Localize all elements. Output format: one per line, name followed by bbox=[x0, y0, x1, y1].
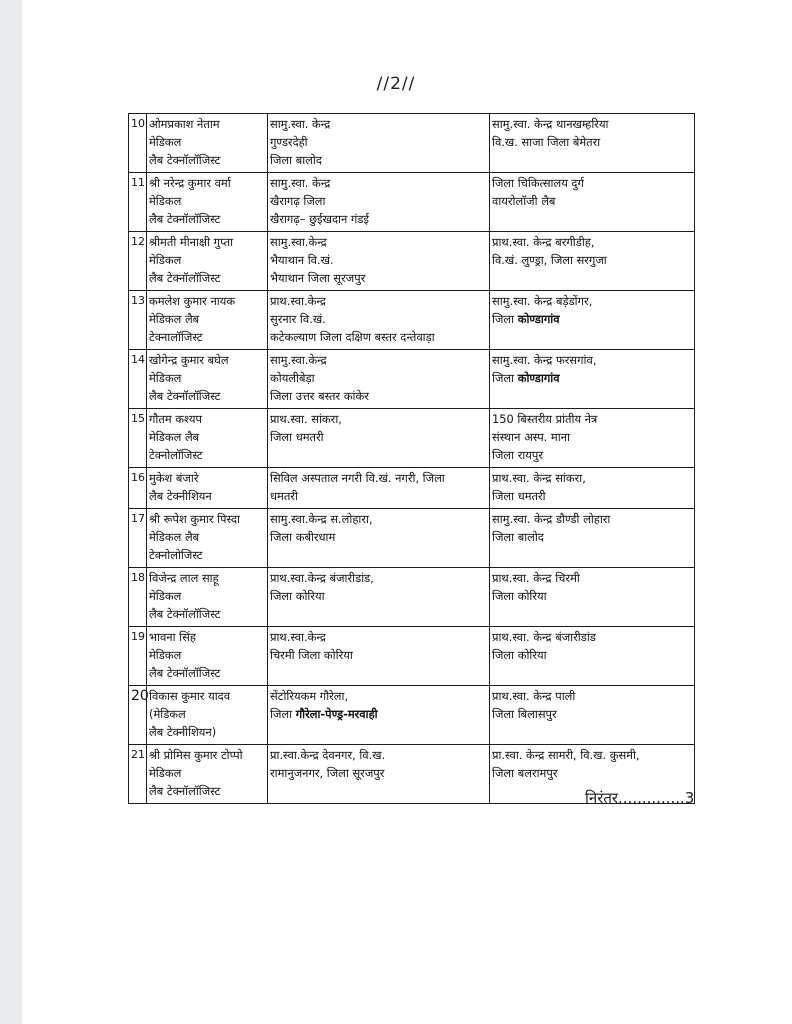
table-row bbox=[129, 173, 695, 232]
cell-text: विकास कुमार यादव bbox=[149, 689, 231, 703]
cell-line bbox=[149, 369, 265, 387]
current-posting-cell bbox=[268, 745, 490, 804]
cell-line bbox=[149, 687, 265, 705]
serial-number-cell: 21 bbox=[129, 745, 147, 804]
table-row bbox=[129, 232, 695, 291]
table-row bbox=[129, 291, 695, 350]
cell-text: सामु.स्वा. केन्द्र थानखम्हरिया bbox=[492, 117, 609, 131]
cell-text: जिला bbox=[492, 312, 518, 326]
cell-text: मेडिकल bbox=[149, 194, 182, 208]
cell-text: विजेन्द्र लाल साहू bbox=[149, 571, 219, 585]
employee-name-cell bbox=[147, 114, 268, 173]
cell-text: जिला चिकित्सालय दुर्ग bbox=[492, 176, 584, 190]
cell-text: मेडिकल bbox=[149, 371, 182, 385]
district-name-bold: गौरेला-पेण्ड्र-मरवाही bbox=[295, 707, 378, 721]
table-row bbox=[129, 686, 695, 745]
table-row bbox=[129, 409, 695, 468]
cell-text: लैब टेक्नॉलॉजिस्ट bbox=[149, 784, 221, 798]
cell-text: खैरागढ़– छुईखदान गंडई bbox=[270, 212, 370, 226]
serial-number-cell: 19 bbox=[129, 627, 147, 686]
cell-text: वायरोलॉजी लैब bbox=[492, 194, 556, 208]
cell-text: लैब टेक्नॉलॉजिस्ट bbox=[149, 607, 221, 621]
cell-line bbox=[270, 233, 487, 251]
current-posting-cell bbox=[268, 232, 490, 291]
cell-text: प्रा.स्वा.केन्द्र देवनगर, वि.ख. bbox=[270, 748, 386, 762]
cell-text: लैब टेक्नॉलॉजिस्ट bbox=[149, 666, 221, 680]
cell-text: सामु.स्वा. केन्द्र bbox=[270, 176, 331, 190]
cell-text: प्रा.स्वा. केन्द्र सामरी, वि.ख. कुसमी, bbox=[492, 748, 640, 762]
cell-line bbox=[492, 687, 692, 705]
cell-text: कटेकल्याण जिला दक्षिण बस्तर दन्तेवाड़ा bbox=[270, 330, 435, 344]
cell-line bbox=[149, 446, 265, 464]
current-posting-cell bbox=[268, 114, 490, 173]
employee-name-cell bbox=[147, 568, 268, 627]
cell-line bbox=[270, 764, 487, 782]
cell-text: जिला कोरिया bbox=[492, 648, 547, 662]
cell-text: वि.खं. लुण्ड्रा, जिला सरगुजा bbox=[492, 253, 607, 267]
cell-line bbox=[270, 746, 487, 764]
cell-text: चिरमी जिला कोरिया bbox=[270, 648, 353, 662]
cell-text: टेक्नोलॉजिस्ट bbox=[149, 448, 203, 462]
cell-line bbox=[270, 687, 487, 705]
cell-line bbox=[149, 510, 265, 528]
cell-text: मेडिकल लैब bbox=[149, 430, 200, 444]
cell-line bbox=[149, 351, 265, 369]
cell-line bbox=[492, 528, 692, 546]
cell-line bbox=[149, 151, 265, 169]
cell-line bbox=[492, 705, 692, 723]
employee-name-cell bbox=[147, 468, 268, 509]
page-number: //2// bbox=[376, 74, 416, 94]
cell-text: टेक्नोलोजिस्ट bbox=[149, 548, 203, 562]
current-posting-cell bbox=[268, 291, 490, 350]
employee-name-cell bbox=[147, 173, 268, 232]
cell-line bbox=[270, 510, 487, 528]
serial-number-cell: 11 bbox=[129, 173, 147, 232]
cell-line bbox=[149, 605, 265, 623]
cell-text: मेडिकल लैब bbox=[149, 530, 200, 544]
table-row bbox=[129, 627, 695, 686]
cell-line bbox=[492, 233, 692, 251]
cell-line bbox=[149, 233, 265, 251]
new-posting-cell bbox=[490, 173, 695, 232]
employee-name-cell bbox=[147, 745, 268, 804]
cell-line bbox=[149, 115, 265, 133]
current-posting-cell bbox=[268, 509, 490, 568]
cell-line bbox=[270, 646, 487, 664]
cell-line bbox=[270, 387, 487, 405]
employee-name-cell bbox=[147, 291, 268, 350]
current-posting-cell bbox=[268, 686, 490, 745]
cell-line bbox=[270, 487, 487, 505]
cell-text: प्राथ.स्वा. केन्द्र बरगीडीह, bbox=[492, 235, 595, 249]
cell-text: सामु.स्वा.केन्द्र bbox=[270, 235, 327, 249]
cell-line bbox=[270, 469, 487, 487]
cell-text: सामु.स्वा.केन्द्र bbox=[270, 353, 327, 367]
cell-text: जिला बालोद bbox=[492, 530, 544, 544]
cell-line bbox=[270, 528, 487, 546]
cell-text: मेडिकल bbox=[149, 253, 182, 267]
new-posting-cell bbox=[490, 468, 695, 509]
cell-line bbox=[149, 528, 265, 546]
cell-line bbox=[270, 192, 487, 210]
cell-text: मेडिकल bbox=[149, 648, 182, 662]
cell-text: 150 बिस्तरीय प्रांतीय नेत्र bbox=[492, 412, 598, 426]
cell-line bbox=[149, 782, 265, 800]
current-posting-cell bbox=[268, 568, 490, 627]
employee-name-cell bbox=[147, 627, 268, 686]
cell-text: खैरागढ़ जिला bbox=[270, 194, 326, 208]
cell-line bbox=[492, 487, 692, 505]
new-posting-cell bbox=[490, 568, 695, 627]
cell-line bbox=[492, 292, 692, 310]
employee-name-cell bbox=[147, 350, 268, 409]
cell-text: प्राथ.स्वा. केन्द्र सांकरा, bbox=[492, 471, 586, 485]
current-posting-cell bbox=[268, 173, 490, 232]
cell-text: मेडिकल bbox=[149, 766, 182, 780]
cell-line bbox=[270, 428, 487, 446]
cell-text: कोयलीबेड़ा bbox=[270, 371, 315, 385]
employee-name-cell bbox=[147, 686, 268, 745]
cell-line bbox=[270, 251, 487, 269]
cell-text: भावना सिंह bbox=[149, 630, 196, 644]
cell-line bbox=[270, 151, 487, 169]
cell-line bbox=[270, 705, 487, 723]
cell-line bbox=[149, 646, 265, 664]
new-posting-cell bbox=[490, 686, 695, 745]
cell-line bbox=[149, 210, 265, 228]
cell-line bbox=[270, 410, 487, 428]
cell-text: मेडिकल bbox=[149, 135, 182, 149]
cell-line bbox=[492, 133, 692, 151]
table-row bbox=[129, 568, 695, 627]
cell-text: प्राथ.स्वा.केन्द्र bbox=[270, 630, 326, 644]
cell-line bbox=[149, 546, 265, 564]
new-posting-cell bbox=[490, 627, 695, 686]
cell-text: लैब टेक्नॉलॉजिस्ट bbox=[149, 389, 221, 403]
cell-line bbox=[492, 192, 692, 210]
cell-line bbox=[149, 487, 265, 505]
cell-line bbox=[149, 469, 265, 487]
cell-line bbox=[149, 587, 265, 605]
serial-number-cell: 12 bbox=[129, 232, 147, 291]
cell-line bbox=[270, 310, 487, 328]
cell-line bbox=[149, 269, 265, 287]
cell-text: लैब टेक्नॉलॉजिस्ट bbox=[149, 212, 221, 226]
cell-text: वि.ख. साजा जिला बेमेतरा bbox=[492, 135, 601, 149]
cell-line bbox=[149, 192, 265, 210]
cell-text: गौतम कश्यप bbox=[149, 412, 202, 426]
cell-line bbox=[270, 328, 487, 346]
cell-text: भैयाथान जिला सूरजपुर bbox=[270, 271, 366, 285]
cell-text: प्राथ.स्वा. केन्द्र चिरमी bbox=[492, 571, 580, 585]
cell-line bbox=[270, 292, 487, 310]
cell-text: मेडिकल bbox=[149, 589, 182, 603]
cell-text: प्राथ.स्वा. केन्द्र बंजारीडांड bbox=[492, 630, 596, 644]
cell-line bbox=[149, 764, 265, 782]
cell-line bbox=[149, 705, 265, 723]
serial-number-cell: 15 bbox=[129, 409, 147, 468]
cell-line bbox=[492, 174, 692, 192]
table-row bbox=[129, 468, 695, 509]
cell-line bbox=[149, 628, 265, 646]
cell-text: लैब टेक्नीशियन) bbox=[149, 725, 217, 739]
cell-line bbox=[492, 410, 692, 428]
cell-line bbox=[149, 410, 265, 428]
cell-line bbox=[270, 369, 487, 387]
cell-text: भैयाथान वि.खं. bbox=[270, 253, 334, 267]
cell-text: प्राथ.स्वा.केन्द्र बंजारीडांड, bbox=[270, 571, 374, 585]
current-posting-cell bbox=[268, 627, 490, 686]
cell-line bbox=[270, 269, 487, 287]
cell-line bbox=[270, 133, 487, 151]
cell-line bbox=[149, 292, 265, 310]
employee-name-cell bbox=[147, 509, 268, 568]
cell-text: टेक्नालॉजिस्ट bbox=[149, 330, 203, 344]
cell-text: लैब टेक्नॉलॉजिस्ट bbox=[149, 153, 221, 167]
cell-text: जिला कोरिया bbox=[270, 589, 325, 603]
district-name-bold: कोण्डागांव bbox=[517, 312, 560, 326]
employee-name-cell bbox=[147, 232, 268, 291]
cell-line bbox=[270, 351, 487, 369]
current-posting-cell bbox=[268, 409, 490, 468]
cell-line bbox=[149, 251, 265, 269]
cell-text: जिला bbox=[270, 707, 296, 721]
new-posting-cell bbox=[490, 291, 695, 350]
cell-text: धमतरी bbox=[270, 489, 298, 503]
cell-line bbox=[492, 746, 692, 764]
cell-text: सामु.स्वा. केन्द्र बड़ेडोंगर, bbox=[492, 294, 593, 308]
table-row bbox=[129, 509, 695, 568]
continued-marker: निरंतर..............3 bbox=[585, 789, 695, 807]
cell-line bbox=[149, 746, 265, 764]
cell-text: प्राथ.स्वा. सांकरा, bbox=[270, 412, 342, 426]
cell-line bbox=[492, 351, 692, 369]
cell-line bbox=[149, 428, 265, 446]
cell-text: जिला बलरामपुर bbox=[492, 766, 558, 780]
cell-text: ओमप्रकाश नेताम bbox=[149, 117, 220, 131]
cell-line bbox=[492, 469, 692, 487]
current-posting-cell bbox=[268, 468, 490, 509]
serial-number-cell: 16 bbox=[129, 468, 147, 509]
cell-text: श्री नरेन्द्र कुमार वर्मा bbox=[149, 176, 231, 190]
serial-number-cell: 13 bbox=[129, 291, 147, 350]
cell-text: मेडिकल लैब bbox=[149, 312, 200, 326]
cell-text: सामु.स्वा.केन्द्र स.लोहारा, bbox=[270, 512, 373, 526]
cell-text: गुण्डरदेही bbox=[270, 135, 308, 149]
cell-line bbox=[270, 115, 487, 133]
current-posting-cell bbox=[268, 350, 490, 409]
cell-text: जिला बिलासपुर bbox=[492, 707, 557, 721]
district-name-bold: कोण्डागांव bbox=[517, 371, 560, 385]
cell-text: कमलेश कुमार नायक bbox=[149, 294, 236, 308]
cell-text: श्री प्रोमिस कुमार टोप्पो bbox=[149, 748, 243, 762]
serial-number-cell: 10 bbox=[129, 114, 147, 173]
cell-text: जिला उत्तर बस्तर कांकेर bbox=[270, 389, 369, 403]
cell-line bbox=[492, 369, 692, 387]
cell-text: लैब टेक्नॉलॉजिस्ट bbox=[149, 271, 221, 285]
cell-line bbox=[492, 115, 692, 133]
cell-text: जिला धमतरी bbox=[270, 430, 324, 444]
cell-text: सामु.स्वा. केन्द्र डौण्डी लोहारा bbox=[492, 512, 611, 526]
cell-text: मुकेश बंजारे bbox=[149, 471, 199, 485]
cell-text: जिला कबीरधाम bbox=[270, 530, 336, 544]
cell-text: सामु.स्वा. केन्द्र bbox=[270, 117, 331, 131]
new-posting-cell bbox=[490, 232, 695, 291]
cell-line bbox=[270, 628, 487, 646]
new-posting-cell bbox=[490, 409, 695, 468]
cell-line bbox=[149, 569, 265, 587]
new-posting-cell bbox=[490, 509, 695, 568]
cell-line bbox=[492, 646, 692, 664]
cell-line bbox=[149, 664, 265, 682]
cell-line bbox=[492, 446, 692, 464]
cell-line bbox=[270, 210, 487, 228]
table-row bbox=[129, 350, 695, 409]
cell-line bbox=[492, 628, 692, 646]
cell-text: प्राथ.स्वा. केन्द्र पाली bbox=[492, 689, 576, 703]
cell-text: जिला कोरिया bbox=[492, 589, 547, 603]
cell-text: जिला बालोद bbox=[270, 153, 322, 167]
cell-line bbox=[270, 587, 487, 605]
cell-text: जिला धमतरी bbox=[492, 489, 546, 503]
cell-text: प्राथ.स्वा.केन्द्र bbox=[270, 294, 326, 308]
cell-text: सामु.स्वा. केन्द्र फरसगांव, bbox=[492, 353, 597, 367]
serial-number-cell: 18 bbox=[129, 568, 147, 627]
cell-line bbox=[149, 310, 265, 328]
cell-line bbox=[270, 174, 487, 192]
cell-text: जिला bbox=[492, 371, 518, 385]
cell-line bbox=[492, 587, 692, 605]
cell-line bbox=[492, 428, 692, 446]
cell-text: श्री रूपेश कुमार पिस्दा bbox=[149, 512, 240, 526]
cell-line bbox=[270, 569, 487, 587]
cell-line bbox=[149, 723, 265, 741]
cell-text: श्रीमती मीनाक्षी गुप्ता bbox=[149, 235, 234, 249]
table-row bbox=[129, 114, 695, 173]
cell-text: सुरनार वि.खं. bbox=[270, 312, 326, 326]
cell-line bbox=[149, 387, 265, 405]
cell-text: सेंटोरियकम गौरेला, bbox=[270, 689, 349, 703]
cell-line bbox=[492, 251, 692, 269]
cell-line bbox=[492, 510, 692, 528]
cell-line bbox=[149, 328, 265, 346]
new-posting-cell bbox=[490, 114, 695, 173]
cell-line bbox=[149, 133, 265, 151]
cell-text: संस्थान अस्प. माना bbox=[492, 430, 570, 444]
cell-text: (मेडिकल bbox=[149, 707, 186, 721]
cell-line bbox=[492, 310, 692, 328]
serial-number-cell: 20 bbox=[129, 686, 147, 745]
cell-text: जिला रायपुर bbox=[492, 448, 544, 462]
serial-number-cell: 14 bbox=[129, 350, 147, 409]
cell-line bbox=[492, 764, 692, 782]
cell-text: सिविल अस्पताल नगरी वि.खं. नगरी, जिला bbox=[270, 471, 445, 485]
new-posting-cell bbox=[490, 350, 695, 409]
transfer-table bbox=[128, 113, 695, 804]
cell-text: खोगेन्द्र कुमार बघेल bbox=[149, 353, 229, 367]
cell-line bbox=[492, 569, 692, 587]
cell-line bbox=[149, 174, 265, 192]
employee-name-cell bbox=[147, 409, 268, 468]
cell-text: लैब टेक्नीशियन bbox=[149, 489, 212, 503]
serial-number-cell: 17 bbox=[129, 509, 147, 568]
cell-text: रामानुजनगर, जिला सूरजपुर bbox=[270, 766, 385, 780]
